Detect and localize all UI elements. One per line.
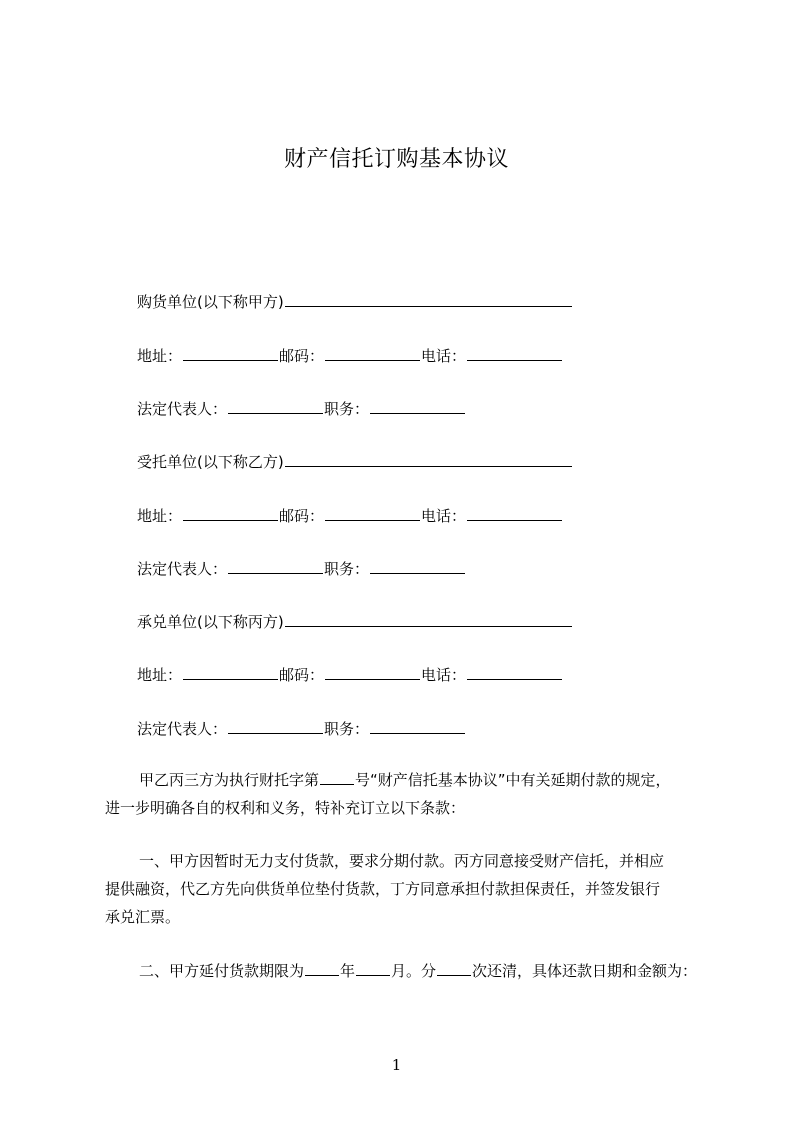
clause-1	[105, 847, 705, 931]
party-b-contact-line	[137, 505, 563, 526]
installments-blank	[437, 960, 471, 976]
party-b-rep-label: 法定代表人：	[137, 560, 228, 578]
clause-2-text-1: 二、甲方延付货款期限为	[139, 962, 305, 980]
months-blank	[356, 960, 390, 976]
party-c-position-blank	[370, 718, 465, 734]
clause-2	[105, 957, 705, 985]
clause-2-text-3: 月。分	[391, 962, 437, 980]
party-a-phone-blank	[467, 345, 562, 361]
intro-text-3: 进一步明确各自的权利和义务，特补充订立以下条款：	[105, 799, 466, 817]
party-a-unit-label: 购货单位(以下称甲方)	[137, 293, 284, 311]
party-c-rep-blank	[228, 718, 323, 734]
party-c-address-label: 地址：	[137, 666, 183, 684]
party-a-rep-line	[137, 398, 466, 419]
party-b-postcode-label: 邮码：	[279, 507, 325, 525]
party-a-position-blank	[370, 398, 465, 414]
party-b-unit-line	[137, 451, 573, 472]
document-title: 财产信托订购基本协议	[283, 147, 509, 172]
clause-2-text-4: 次还清，具体还款日期和金额为：	[472, 962, 698, 980]
party-b-phone-label: 电话：	[421, 507, 467, 525]
party-c-address-blank	[183, 664, 278, 680]
party-a-phone-label: 电话：	[421, 347, 467, 365]
party-c-unit-line	[137, 611, 573, 632]
clause-2-text-2: 年	[340, 962, 356, 980]
intro-paragraph	[105, 766, 705, 822]
party-b-unit-label: 受托单位(以下称乙方)	[137, 453, 284, 471]
party-b-position-label: 职务：	[324, 560, 370, 578]
party-a-contact-line	[137, 345, 563, 366]
party-c-contact-line	[137, 664, 563, 685]
party-a-unit-blank	[285, 291, 572, 307]
party-c-postcode-label: 邮码：	[279, 666, 325, 684]
party-c-rep-line	[137, 718, 466, 739]
intro-text-1: 甲乙丙三方为执行财托字第	[139, 771, 320, 789]
party-c-postcode-blank	[325, 664, 420, 680]
party-b-address-label: 地址：	[137, 507, 183, 525]
party-b-rep-blank	[228, 558, 323, 574]
intro-text-2: 号“财产信托基本协议”中有关延期付款的规定，	[355, 771, 671, 789]
party-b-unit-blank	[285, 451, 572, 467]
agreement-number-blank	[320, 769, 354, 785]
years-blank	[305, 960, 339, 976]
party-b-rep-line	[137, 558, 466, 579]
party-a-rep-blank	[228, 398, 323, 414]
party-b-phone-blank	[467, 505, 562, 521]
party-b-position-blank	[370, 558, 465, 574]
party-c-position-label: 职务：	[324, 720, 370, 738]
party-a-rep-label: 法定代表人：	[137, 400, 228, 418]
party-c-phone-blank	[467, 664, 562, 680]
clause-1-line-2: 提供融资，代乙方先向供货单位垫付货款，丁方同意承担付款担保责任，并签发银行	[105, 880, 661, 898]
party-c-phone-label: 电话：	[421, 666, 467, 684]
party-b-postcode-blank	[325, 505, 420, 521]
party-a-address-blank	[183, 345, 278, 361]
party-a-position-label: 职务：	[324, 400, 370, 418]
party-a-postcode-label: 邮码：	[279, 347, 325, 365]
party-c-unit-label: 承兑单位(以下称丙方)	[137, 613, 284, 631]
party-c-rep-label: 法定代表人：	[137, 720, 228, 738]
party-a-unit-line	[137, 291, 573, 312]
party-a-address-label: 地址：	[137, 347, 183, 365]
party-b-address-blank	[183, 505, 278, 521]
page-number: 1	[391, 1056, 402, 1074]
party-c-unit-blank	[285, 611, 572, 627]
party-a-postcode-blank	[325, 345, 420, 361]
clause-1-line-1: 一、甲方因暂时无力支付货款，要求分期付款。丙方同意接受财产信托，并相应	[139, 852, 665, 870]
clause-1-line-3: 承兑汇票。	[105, 908, 181, 926]
